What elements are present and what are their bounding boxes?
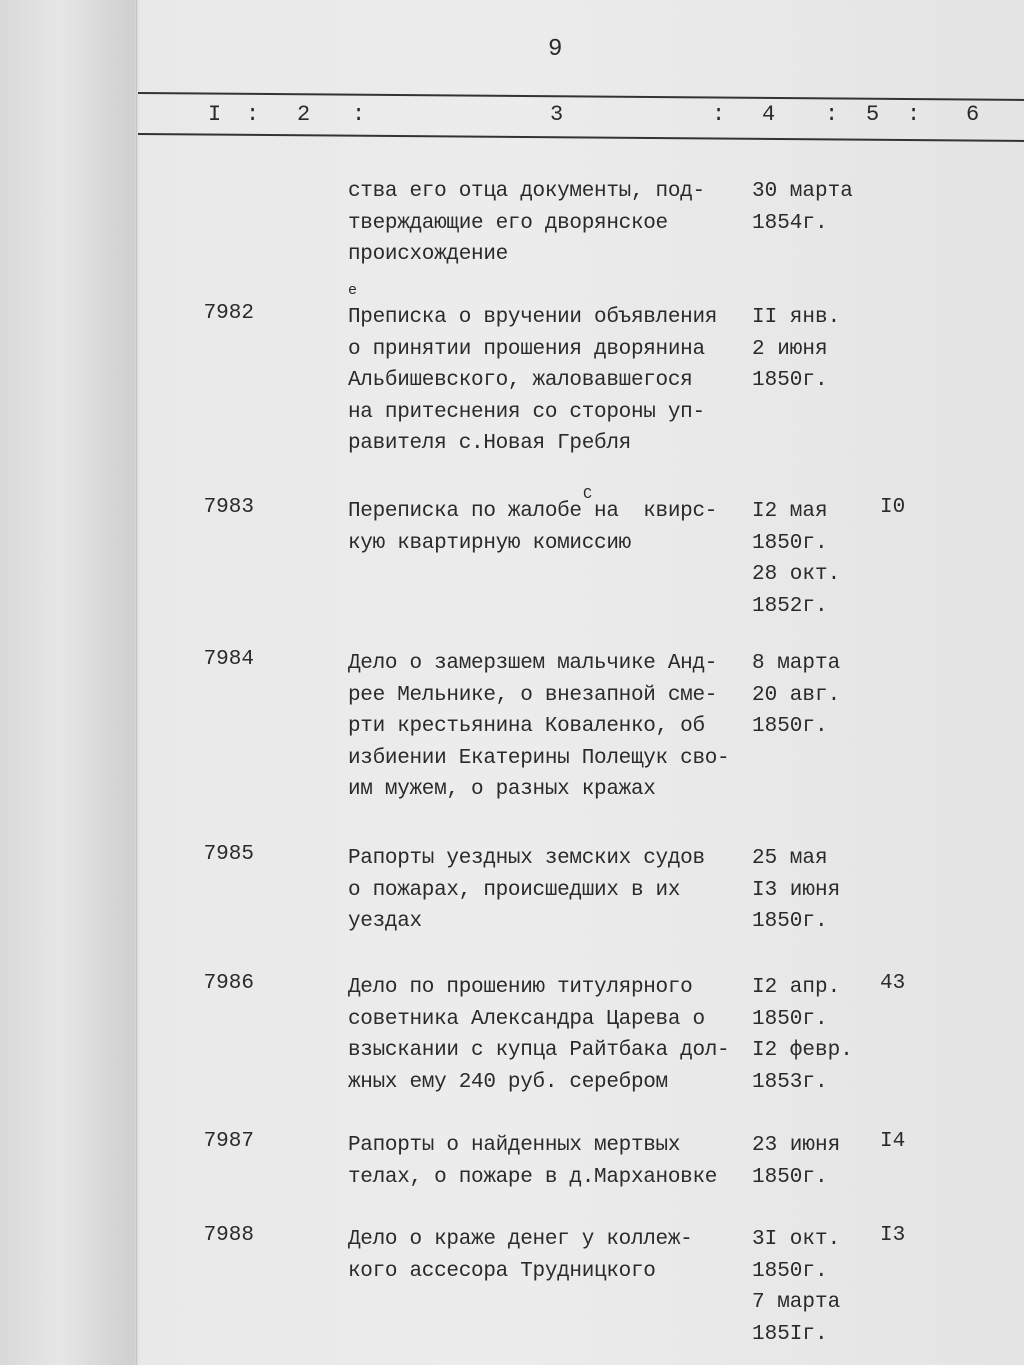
- entry-number: 7983: [203, 496, 254, 519]
- date-line: 1850г.: [752, 1259, 828, 1283]
- entry-description: [348, 302, 717, 460]
- facing-page-edge: [0, 0, 137, 1365]
- entry-number: 7985: [203, 843, 254, 866]
- description-line: происхождение: [348, 243, 508, 266]
- date-line: 30 марта: [752, 180, 853, 203]
- col-header-3: 3: [550, 102, 564, 127]
- col-sep: :: [712, 102, 726, 127]
- entry-description: [348, 648, 729, 806]
- col-sep: :: [246, 102, 260, 127]
- entry-description: [348, 1224, 692, 1287]
- description-line: жных ему 240 руб. серебром: [348, 1070, 668, 1094]
- description-line: им мужем, о разных кражах: [348, 778, 656, 801]
- date-line: 23 июня: [752, 1134, 841, 1157]
- description-line: о принятии прошения дворянина: [348, 337, 705, 361]
- entry-number: 7984: [203, 648, 254, 671]
- entry-dates: [752, 648, 840, 743]
- date-line: 1850г.: [752, 369, 828, 392]
- date-line: 1850г.: [752, 531, 828, 555]
- entry-description: [348, 843, 705, 938]
- description-line: кого ассесора Трудницкого: [348, 1259, 656, 1283]
- date-line: 28 окт.: [752, 563, 841, 586]
- description-line: взыскании с купца Райтбака дол-: [348, 1039, 730, 1062]
- handwritten-correction: е: [348, 282, 358, 299]
- date-line: 20 авг.: [752, 683, 841, 707]
- entry-sheet-count: I0: [880, 496, 906, 519]
- description-line: телах, о пожаре в д.Мархановке: [348, 1165, 718, 1189]
- date-line: 2 июня: [752, 337, 828, 361]
- col-header-5: 5: [866, 102, 880, 127]
- entry-number: 7986: [203, 972, 254, 995]
- entry-dates: [752, 972, 853, 1098]
- entry-dates: [752, 496, 840, 622]
- description-line: кую квартирную комиссию: [348, 531, 631, 555]
- description-line: равителя с.Новая Гребля: [348, 432, 631, 455]
- date-line: 1853г.: [752, 1070, 828, 1094]
- date-line: 185Iг.: [752, 1322, 828, 1346]
- description-line: Дело о замерзшем мальчике Анд-: [348, 652, 718, 675]
- description-line: тверждающие его дворянское: [348, 211, 668, 235]
- col-sep: :: [352, 102, 366, 127]
- date-line: 7 марта: [752, 1291, 841, 1314]
- date-line: 1854г.: [752, 211, 828, 235]
- description-line: советника Александра Царева о: [348, 1007, 705, 1031]
- entry-dates: [752, 843, 840, 938]
- header-bottom-rule: [138, 133, 1024, 142]
- date-line: 3I окт.: [752, 1228, 841, 1251]
- col-header-2: 2: [297, 102, 311, 127]
- date-line: I2 мая: [752, 500, 828, 523]
- entry-description: [348, 1130, 717, 1193]
- entry-sheet-count: I3: [880, 1224, 906, 1247]
- col-header-1: I: [208, 102, 222, 127]
- entry-sheet-count: 43: [880, 972, 906, 995]
- col-sep: :: [825, 102, 839, 127]
- entry-description: [348, 972, 729, 1098]
- description-line: рти крестьянина Коваленко, об: [348, 715, 705, 738]
- description-line: ства его отца документы, под-: [348, 180, 705, 203]
- date-line: I2 февр.: [752, 1039, 853, 1062]
- entry-sheet-count: I4: [880, 1130, 906, 1153]
- date-line: 1850г.: [752, 1007, 828, 1031]
- date-line: 1850г.: [752, 715, 828, 738]
- description-line: рее Мельнике, о внезапной сме-: [348, 683, 718, 707]
- description-line: о пожарах, происшедших в их: [348, 878, 681, 902]
- date-line: 25 мая: [752, 847, 828, 870]
- entry-dates: [752, 176, 853, 239]
- date-line: II янв.: [752, 306, 841, 329]
- description-line: Переписка по жалобе на квирс-: [348, 500, 718, 523]
- entry-description: [348, 496, 717, 559]
- header-top-rule: [138, 92, 1024, 101]
- col-sep: :: [907, 102, 921, 127]
- description-line: избиении Екатерины Полещук сво-: [348, 746, 730, 770]
- date-line: I3 июня: [752, 878, 841, 902]
- page-number: 9: [548, 36, 563, 63]
- description-line: Дело о краже денег у коллеж-: [348, 1228, 693, 1251]
- date-line: 8 марта: [752, 652, 841, 675]
- description-line: Рапорты уездных земских судов: [348, 847, 705, 870]
- col-header-6: 6: [966, 102, 980, 127]
- entry-dates: [752, 1224, 840, 1350]
- entry-dates: [752, 1130, 840, 1193]
- description-line: уездах: [348, 910, 422, 933]
- entry-description: [348, 176, 705, 271]
- description-line: Дело по прошению титулярного: [348, 976, 693, 999]
- entry-number: 7988: [203, 1224, 254, 1247]
- description-line: Преписка о вручении объявления: [348, 306, 718, 329]
- date-line: 1850г.: [752, 1165, 828, 1189]
- entry-number: 7982: [203, 302, 254, 325]
- date-line: 1852г.: [752, 594, 828, 618]
- description-line: Рапорты о найденных мертвых: [348, 1134, 681, 1157]
- entry-number: 7987: [203, 1130, 254, 1153]
- date-line: I2 апр.: [752, 976, 841, 999]
- col-header-4: 4: [762, 102, 776, 127]
- date-line: 1850г.: [752, 910, 828, 933]
- description-line: Альбишевского, жаловавшегося: [348, 369, 693, 392]
- entry-dates: [752, 302, 840, 397]
- description-line: на притеснения со стороны уп-: [348, 400, 705, 424]
- handwritten-correction: С: [583, 486, 593, 503]
